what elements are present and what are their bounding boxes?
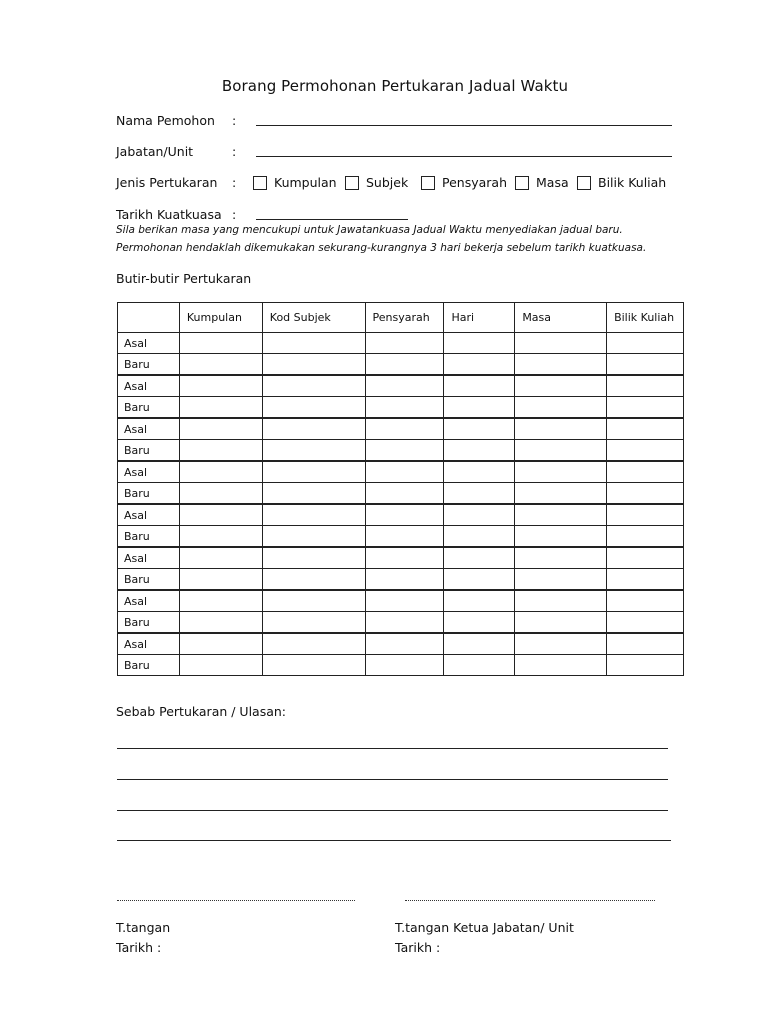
cell-input[interactable] bbox=[521, 354, 606, 374]
cell-input[interactable] bbox=[450, 397, 514, 417]
table-cell-input[interactable] bbox=[515, 440, 607, 462]
table-row bbox=[118, 440, 684, 462]
cell-input[interactable] bbox=[186, 354, 262, 374]
table-row bbox=[118, 569, 684, 591]
table-cell-input[interactable] bbox=[262, 526, 365, 548]
cell-input[interactable] bbox=[269, 376, 365, 396]
row-label: Asal bbox=[118, 547, 180, 569]
cell-input[interactable] bbox=[269, 591, 365, 611]
row-label: Asal bbox=[118, 504, 180, 526]
cell-input[interactable] bbox=[613, 505, 683, 525]
cell-input[interactable] bbox=[613, 483, 683, 503]
ulasan-line-2[interactable] bbox=[117, 779, 668, 780]
table-row bbox=[118, 375, 684, 397]
cell-input[interactable] bbox=[613, 548, 683, 568]
cell-input[interactable] bbox=[521, 548, 606, 568]
cell-input[interactable] bbox=[269, 483, 365, 503]
butir-pertukaran-table bbox=[117, 302, 684, 676]
table-cell-input[interactable] bbox=[607, 440, 684, 462]
table-cell-input[interactable] bbox=[365, 397, 444, 419]
table-row bbox=[118, 655, 684, 676]
cell-input[interactable] bbox=[372, 612, 444, 632]
cell-input[interactable] bbox=[450, 419, 514, 439]
table-cell-input[interactable] bbox=[607, 483, 684, 505]
tarikh-kuatkuasa-input-line[interactable] bbox=[256, 219, 408, 220]
ulasan-line-1[interactable] bbox=[117, 748, 668, 749]
cell-input[interactable] bbox=[450, 333, 514, 353]
table-cell-input[interactable] bbox=[365, 547, 444, 569]
table-cell-input[interactable] bbox=[179, 333, 262, 354]
table-cell-input[interactable] bbox=[607, 655, 684, 676]
table-row bbox=[118, 333, 684, 354]
nama-pemohon-colon: : bbox=[232, 113, 237, 128]
table-cell-input[interactable] bbox=[179, 418, 262, 440]
cell-input[interactable] bbox=[372, 419, 444, 439]
cell-input[interactable] bbox=[521, 505, 606, 525]
table-cell-input[interactable] bbox=[365, 333, 444, 354]
cell-input[interactable] bbox=[450, 354, 514, 374]
cell-input[interactable] bbox=[613, 376, 683, 396]
table-cell-input[interactable] bbox=[607, 569, 684, 591]
table-cell-input[interactable] bbox=[179, 547, 262, 569]
cell-input[interactable] bbox=[186, 440, 262, 460]
cell-input[interactable] bbox=[269, 354, 365, 374]
cell-input[interactable] bbox=[613, 397, 683, 417]
table-cell-input[interactable] bbox=[262, 612, 365, 634]
signature-dots-left[interactable] bbox=[117, 900, 355, 901]
option-kumpulan[interactable] bbox=[253, 175, 337, 190]
table-row bbox=[118, 526, 684, 548]
header-hari: Hari bbox=[444, 303, 515, 333]
cell-input[interactable] bbox=[521, 612, 606, 632]
option-masa[interactable] bbox=[515, 175, 569, 190]
cell-input[interactable] bbox=[450, 655, 514, 675]
cell-input[interactable] bbox=[186, 376, 262, 396]
table-cell-input[interactable] bbox=[515, 504, 607, 526]
cell-input[interactable] bbox=[269, 634, 365, 654]
option-bilik-kuliah[interactable] bbox=[577, 175, 666, 190]
table-cell-input[interactable] bbox=[607, 504, 684, 526]
cell-input[interactable] bbox=[372, 333, 444, 353]
cell-input[interactable] bbox=[613, 354, 683, 374]
table-cell-input[interactable] bbox=[365, 526, 444, 548]
signature-label-left: T.tangan bbox=[116, 920, 171, 935]
table-cell-input[interactable] bbox=[262, 397, 365, 419]
note-line-1: Sila berikan masa yang mencukupi untuk Jawatankuasa Jadual Waktu menyediakan jadual baru. bbox=[116, 224, 623, 236]
cell-input[interactable] bbox=[269, 548, 365, 568]
cell-input[interactable] bbox=[450, 505, 514, 525]
cell-input[interactable] bbox=[372, 483, 444, 503]
cell-input[interactable] bbox=[450, 569, 514, 589]
ulasan-line-4[interactable] bbox=[117, 840, 671, 841]
table-cell-input[interactable] bbox=[607, 397, 684, 419]
table-cell-input[interactable] bbox=[179, 504, 262, 526]
table-cell-input[interactable] bbox=[179, 397, 262, 419]
cell-input[interactable] bbox=[450, 376, 514, 396]
cell-input[interactable] bbox=[521, 591, 606, 611]
table-cell-input[interactable] bbox=[179, 526, 262, 548]
table-row bbox=[118, 418, 684, 440]
table-cell-input[interactable] bbox=[607, 333, 684, 354]
tarikh-kuatkuasa-colon: : bbox=[232, 207, 237, 222]
cell-input[interactable] bbox=[186, 333, 262, 353]
header-kumpulan: Kumpulan bbox=[179, 303, 262, 333]
table-cell-input[interactable] bbox=[607, 354, 684, 376]
table-row bbox=[118, 483, 684, 505]
row-label: Baru bbox=[118, 397, 180, 419]
table-cell-input[interactable] bbox=[515, 590, 607, 612]
jabatan-unit-colon: : bbox=[232, 144, 237, 159]
tarikh-kuatkuasa-label: Tarikh Kuatkuasa bbox=[116, 207, 222, 222]
table-cell-input[interactable] bbox=[365, 612, 444, 634]
cell-input[interactable] bbox=[186, 483, 262, 503]
cell-input[interactable] bbox=[450, 462, 514, 482]
jenis-pertukaran-colon: : bbox=[232, 175, 237, 190]
table-row bbox=[118, 612, 684, 634]
note-line-2: Permohonan hendaklah dikemukakan sekurang-kurangnya 3 hari bekerja sebelum tarikh kuatkuasa. bbox=[116, 242, 647, 254]
cell-input[interactable] bbox=[613, 462, 683, 482]
row-label: Asal bbox=[118, 633, 180, 655]
table-cell-input[interactable] bbox=[179, 633, 262, 655]
table-cell-input[interactable] bbox=[179, 440, 262, 462]
table-cell-input[interactable] bbox=[607, 612, 684, 634]
row-label: Asal bbox=[118, 375, 180, 397]
row-label: Baru bbox=[118, 440, 180, 462]
table-cell-input[interactable] bbox=[365, 354, 444, 376]
table-cell-input[interactable] bbox=[444, 526, 515, 548]
signature-dots-right[interactable] bbox=[405, 900, 655, 901]
cell-input[interactable] bbox=[450, 612, 514, 632]
table-cell-input[interactable] bbox=[365, 569, 444, 591]
cell-input[interactable] bbox=[186, 612, 262, 632]
signature-label-right: T.tangan Ketua Jabatan/ Unit bbox=[395, 920, 574, 935]
cell-input[interactable] bbox=[613, 612, 683, 632]
table-cell-input[interactable] bbox=[365, 633, 444, 655]
cell-input[interactable] bbox=[521, 569, 606, 589]
table-cell-input[interactable] bbox=[444, 397, 515, 419]
cell-input[interactable] bbox=[269, 526, 365, 546]
cell-input[interactable] bbox=[521, 462, 606, 482]
table-header-row bbox=[118, 303, 684, 333]
table-cell-input[interactable] bbox=[515, 397, 607, 419]
jabatan-unit-label: Jabatan/Unit bbox=[116, 144, 194, 159]
table-cell-input[interactable] bbox=[607, 590, 684, 612]
row-label: Asal bbox=[118, 590, 180, 612]
header-kod-subjek: Kod Subjek bbox=[262, 303, 365, 333]
cell-input[interactable] bbox=[269, 419, 365, 439]
table-row bbox=[118, 397, 684, 419]
row-label: Asal bbox=[118, 333, 180, 354]
cell-input[interactable] bbox=[521, 333, 606, 353]
cell-input[interactable] bbox=[269, 440, 365, 460]
table-cell-input[interactable] bbox=[515, 547, 607, 569]
table-cell-input[interactable] bbox=[179, 461, 262, 483]
table-cell-input[interactable] bbox=[179, 569, 262, 591]
cell-input[interactable] bbox=[186, 591, 262, 611]
cell-input[interactable] bbox=[372, 354, 444, 374]
cell-input[interactable] bbox=[269, 397, 365, 417]
cell-input[interactable] bbox=[186, 634, 262, 654]
cell-input[interactable] bbox=[186, 569, 262, 589]
table-row bbox=[118, 504, 684, 526]
option-masa-label: Masa bbox=[536, 175, 569, 190]
cell-input[interactable] bbox=[521, 526, 606, 546]
jabatan-unit-input-line[interactable] bbox=[256, 156, 672, 157]
cell-input[interactable] bbox=[450, 634, 514, 654]
cell-input[interactable] bbox=[372, 462, 444, 482]
table-cell-input[interactable] bbox=[444, 440, 515, 462]
table-cell-input[interactable] bbox=[365, 461, 444, 483]
option-pensyarah[interactable] bbox=[421, 175, 507, 190]
checkbox-subjek[interactable] bbox=[345, 176, 359, 190]
table-cell-input[interactable] bbox=[262, 333, 365, 354]
cell-input[interactable] bbox=[613, 333, 683, 353]
nama-pemohon-input-line[interactable] bbox=[256, 125, 672, 126]
cell-input[interactable] bbox=[186, 505, 262, 525]
cell-input[interactable] bbox=[269, 569, 365, 589]
table-cell-input[interactable] bbox=[179, 590, 262, 612]
table-cell-input[interactable] bbox=[365, 375, 444, 397]
option-pensyarah-label: Pensyarah bbox=[442, 175, 507, 190]
cell-input[interactable] bbox=[372, 397, 444, 417]
table-cell-input[interactable] bbox=[179, 354, 262, 376]
cell-input[interactable] bbox=[269, 333, 365, 353]
row-label: Baru bbox=[118, 483, 180, 505]
table-cell-input[interactable] bbox=[444, 655, 515, 676]
table-row bbox=[118, 354, 684, 376]
table-cell-input[interactable] bbox=[444, 418, 515, 440]
checkbox-kumpulan[interactable] bbox=[253, 176, 267, 190]
cell-input[interactable] bbox=[186, 655, 262, 675]
table-cell-input[interactable] bbox=[262, 655, 365, 676]
row-label: Baru bbox=[118, 569, 180, 591]
cell-input[interactable] bbox=[613, 419, 683, 439]
cell-input[interactable] bbox=[521, 397, 606, 417]
date-label-left: Tarikh : bbox=[116, 940, 162, 955]
table-row bbox=[118, 633, 684, 655]
cell-input[interactable] bbox=[450, 440, 514, 460]
table-cell-input[interactable] bbox=[515, 418, 607, 440]
row-label: Baru bbox=[118, 354, 180, 376]
table-cell-input[interactable] bbox=[262, 375, 365, 397]
table-cell-input[interactable] bbox=[262, 483, 365, 505]
table-cell-input[interactable] bbox=[607, 461, 684, 483]
table-cell-input[interactable] bbox=[262, 569, 365, 591]
table-row bbox=[118, 461, 684, 483]
cell-input[interactable] bbox=[613, 440, 683, 460]
table-cell-input[interactable] bbox=[262, 418, 365, 440]
option-subjek-label: Subjek bbox=[366, 175, 409, 190]
table-body bbox=[118, 333, 684, 676]
table-cell-input[interactable] bbox=[444, 333, 515, 354]
table-cell-input[interactable] bbox=[365, 655, 444, 676]
table-cell-input[interactable] bbox=[607, 526, 684, 548]
row-label: Asal bbox=[118, 461, 180, 483]
option-kumpulan-label: Kumpulan bbox=[274, 175, 337, 190]
table-cell-input[interactable] bbox=[515, 633, 607, 655]
cell-input[interactable] bbox=[450, 526, 514, 546]
cell-input[interactable] bbox=[521, 655, 606, 675]
cell-input[interactable] bbox=[521, 419, 606, 439]
cell-input[interactable] bbox=[372, 526, 444, 546]
cell-input[interactable] bbox=[269, 505, 365, 525]
row-label: Asal bbox=[118, 418, 180, 440]
cell-input[interactable] bbox=[186, 419, 262, 439]
cell-input[interactable] bbox=[613, 634, 683, 654]
table-cell-input[interactable] bbox=[444, 569, 515, 591]
cell-input[interactable] bbox=[372, 569, 444, 589]
cell-input[interactable] bbox=[613, 569, 683, 589]
table-cell-input[interactable] bbox=[515, 375, 607, 397]
cell-input[interactable] bbox=[372, 634, 444, 654]
cell-input[interactable] bbox=[186, 397, 262, 417]
cell-input[interactable] bbox=[372, 548, 444, 568]
table-cell-input[interactable] bbox=[444, 461, 515, 483]
cell-input[interactable] bbox=[372, 655, 444, 675]
cell-input[interactable] bbox=[450, 548, 514, 568]
ulasan-line-3[interactable] bbox=[117, 810, 668, 811]
cell-input[interactable] bbox=[450, 591, 514, 611]
table-cell-input[interactable] bbox=[607, 375, 684, 397]
jenis-pertukaran-label: Jenis Pertukaran bbox=[116, 175, 218, 190]
cell-input[interactable] bbox=[186, 548, 262, 568]
cell-input[interactable] bbox=[269, 612, 365, 632]
cell-input[interactable] bbox=[613, 655, 683, 675]
header-cell-blank bbox=[118, 303, 180, 333]
table-cell-input[interactable] bbox=[515, 354, 607, 376]
table-cell-input[interactable] bbox=[607, 418, 684, 440]
checkbox-pensyarah[interactable] bbox=[421, 176, 435, 190]
table-cell-input[interactable] bbox=[444, 375, 515, 397]
table-cell-input[interactable] bbox=[179, 483, 262, 505]
table-cell-input[interactable] bbox=[262, 590, 365, 612]
table-row bbox=[118, 590, 684, 612]
table-cell-input[interactable] bbox=[262, 504, 365, 526]
table-cell-input[interactable] bbox=[444, 633, 515, 655]
table-cell-input[interactable] bbox=[515, 569, 607, 591]
table-cell-input[interactable] bbox=[515, 461, 607, 483]
table-cell-input[interactable] bbox=[365, 590, 444, 612]
row-label: Baru bbox=[118, 655, 180, 676]
table-cell-input[interactable] bbox=[179, 655, 262, 676]
cell-input[interactable] bbox=[372, 591, 444, 611]
table-cell-input[interactable] bbox=[262, 440, 365, 462]
option-subjek[interactable] bbox=[345, 175, 408, 190]
table-cell-input[interactable] bbox=[444, 547, 515, 569]
cell-input[interactable] bbox=[521, 376, 606, 396]
table-cell-input[interactable] bbox=[444, 612, 515, 634]
table-cell-input[interactable] bbox=[444, 483, 515, 505]
header-pensyarah: Pensyarah bbox=[365, 303, 444, 333]
table-cell-input[interactable] bbox=[607, 633, 684, 655]
table-cell-input[interactable] bbox=[515, 483, 607, 505]
butir-pertukaran-heading: Butir-butir Pertukaran bbox=[116, 271, 252, 286]
table-cell-input[interactable] bbox=[515, 333, 607, 354]
checkbox-bilik-kuliah[interactable] bbox=[577, 176, 591, 190]
option-bilik-kuliah-label: Bilik Kuliah bbox=[598, 175, 667, 190]
date-label-right: Tarikh : bbox=[395, 940, 441, 955]
table-cell-input[interactable] bbox=[365, 440, 444, 462]
table-cell-input[interactable] bbox=[515, 655, 607, 676]
table-row bbox=[118, 547, 684, 569]
table-cell-input[interactable] bbox=[444, 590, 515, 612]
table-cell-input[interactable] bbox=[262, 354, 365, 376]
row-label: Baru bbox=[118, 526, 180, 548]
cell-input[interactable] bbox=[269, 655, 365, 675]
table-cell-input[interactable] bbox=[179, 375, 262, 397]
header-bilik-kuliah: Bilik Kuliah bbox=[607, 303, 684, 333]
table-cell-input[interactable] bbox=[444, 504, 515, 526]
cell-input[interactable] bbox=[613, 526, 683, 546]
cell-input[interactable] bbox=[521, 440, 606, 460]
table-cell-input[interactable] bbox=[444, 354, 515, 376]
cell-input[interactable] bbox=[450, 483, 514, 503]
table-cell-input[interactable] bbox=[365, 483, 444, 505]
cell-input[interactable] bbox=[521, 483, 606, 503]
row-label: Baru bbox=[118, 612, 180, 634]
table-cell-input[interactable] bbox=[515, 526, 607, 548]
form-title: Borang Permohonan Pertukaran Jadual Waktu bbox=[221, 77, 569, 95]
table-cell-input[interactable] bbox=[515, 612, 607, 634]
nama-pemohon-label: Nama Pemohon bbox=[116, 113, 215, 128]
cell-input[interactable] bbox=[186, 462, 262, 482]
table-cell-input[interactable] bbox=[262, 633, 365, 655]
cell-input[interactable] bbox=[372, 440, 444, 460]
cell-input[interactable] bbox=[372, 376, 444, 396]
cell-input[interactable] bbox=[186, 526, 262, 546]
header-masa: Masa bbox=[515, 303, 607, 333]
table-cell-input[interactable] bbox=[365, 418, 444, 440]
cell-input[interactable] bbox=[521, 634, 606, 654]
cell-input[interactable] bbox=[372, 505, 444, 525]
cell-input[interactable] bbox=[613, 591, 683, 611]
table-cell-input[interactable] bbox=[365, 504, 444, 526]
table-cell-input[interactable] bbox=[607, 547, 684, 569]
checkbox-masa[interactable] bbox=[515, 176, 529, 190]
cell-input[interactable] bbox=[269, 462, 365, 482]
table-cell-input[interactable] bbox=[262, 547, 365, 569]
table-cell-input[interactable] bbox=[179, 612, 262, 634]
sebab-pertukaran-heading: Sebab Pertukaran / Ulasan: bbox=[116, 704, 287, 719]
table-cell-input[interactable] bbox=[262, 461, 365, 483]
